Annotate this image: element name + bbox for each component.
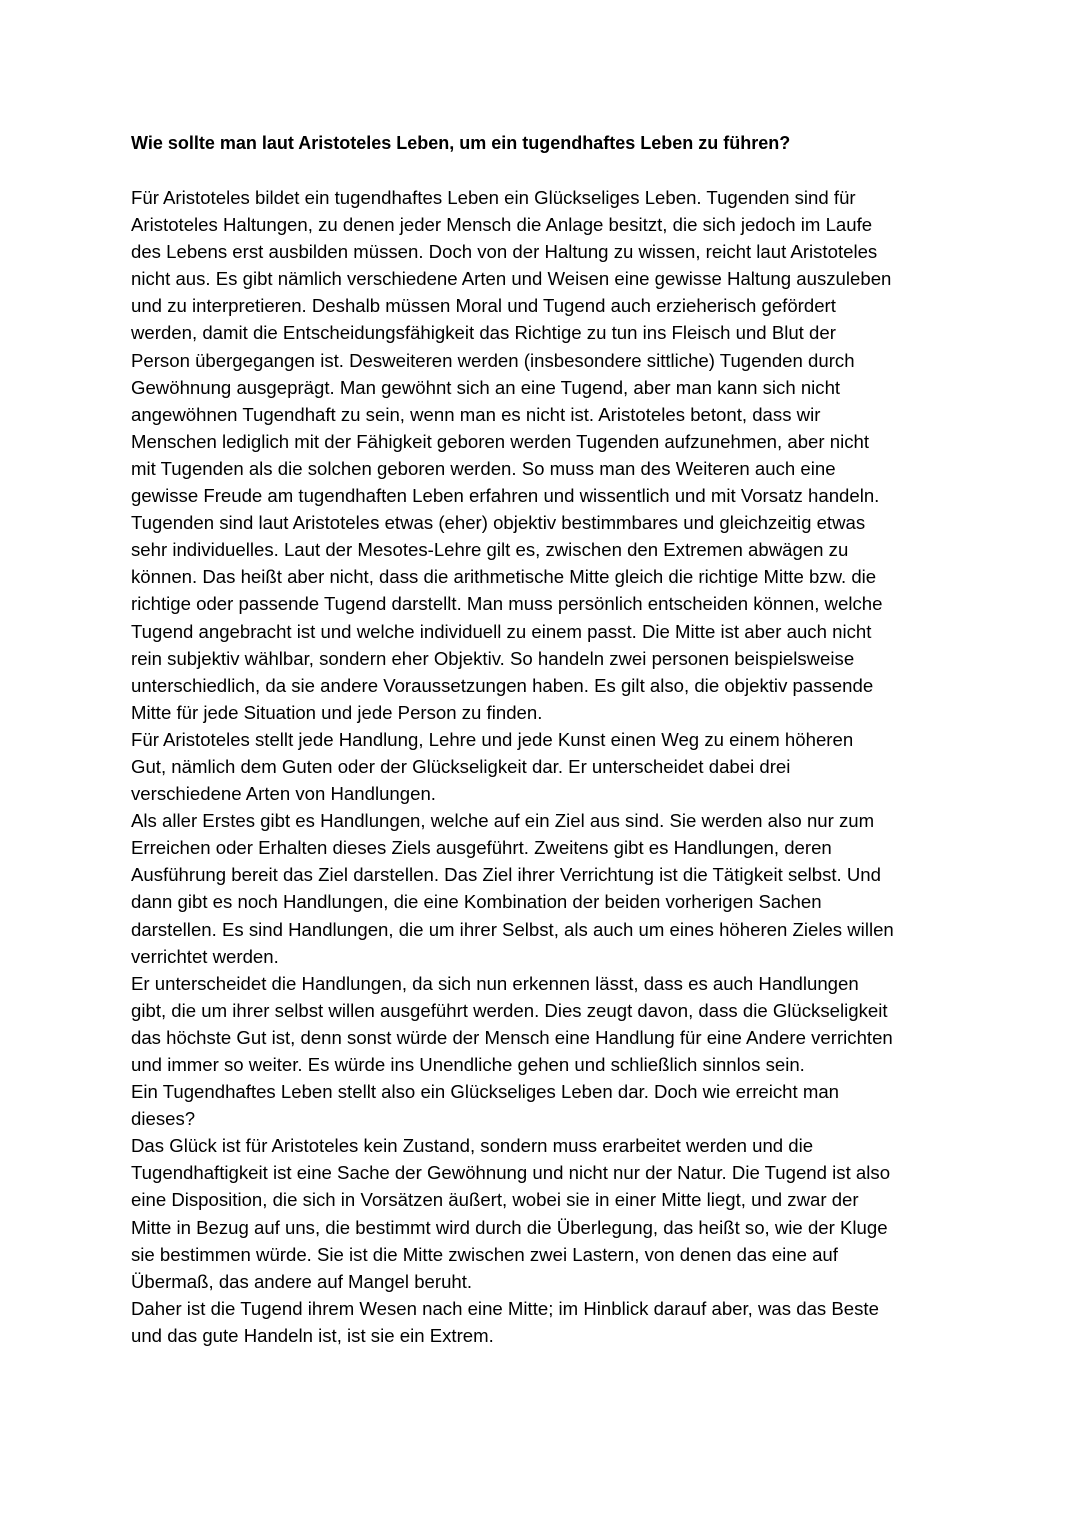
text-line: rein subjektiv wählbar, sondern eher Objektiv. So handeln zwei personen beispielsweise bbox=[131, 647, 855, 669]
text-line: Übermaß, das andere auf Mangel beruht. bbox=[131, 1270, 473, 1292]
text-line: werden, damit die Entscheidungsfähigkeit das Richtige zu tun ins Fleisch und Blut der bbox=[131, 322, 836, 344]
text-line: Gewöhnung ausgeprägt. Man gewöhnt sich an eine Tugend, aber man kann sich nicht bbox=[131, 376, 841, 398]
text-line: Daher ist die Tugend ihrem Wesen nach eine Mitte; im Hinblick darauf aber, was das Beste bbox=[131, 1297, 879, 1319]
text-line: Ein Tugendhaftes Leben stellt also ein Glückseliges Leben dar. Doch wie erreicht man bbox=[131, 1081, 840, 1103]
text-line: verschiedene Arten von Handlungen. bbox=[131, 783, 436, 805]
text-line: Für Aristoteles stellt jede Handlung, Lehre und jede Kunst einen Weg zu einem höheren bbox=[131, 728, 854, 750]
text-line: können. Das heißt aber nicht, dass die arithmetische Mitte gleich die richtige Mitte bzw. die bbox=[131, 566, 877, 588]
text-line: angewöhnen Tugendhaft zu sein, wenn man es nicht ist. Aristoteles betont, dass wir bbox=[131, 403, 821, 425]
paragraph bbox=[131, 970, 971, 1078]
text-line: dieses? bbox=[131, 1108, 196, 1130]
text-line: darstellen. Es sind Handlungen, die um ihrer Selbst, als auch um eines höheren Zieles willen bbox=[131, 918, 894, 940]
text-line: und das gute Handeln ist, ist sie ein Extrem. bbox=[131, 1324, 494, 1346]
paragraph bbox=[131, 726, 971, 807]
text-line: sie bestimmen würde. Sie ist die Mitte zwischen zwei Lastern, von denen das eine auf bbox=[131, 1243, 838, 1265]
paragraph-container bbox=[131, 184, 971, 1349]
text-line: Er unterscheidet die Handlungen, da sich nun erkennen lässt, dass es auch Handlungen bbox=[131, 972, 859, 994]
text-line: sehr individuelles. Laut der Mesotes-Lehre gilt es, zwischen den Extremen abwägen zu bbox=[131, 539, 849, 561]
text-line: Tugenden sind laut Aristoteles etwas (eher) objektiv bestimmbares und gleichzeitig etwas bbox=[131, 512, 866, 534]
text-line: des Lebens erst ausbilden müssen. Doch von der Haltung zu wissen, reicht laut Aristoteles bbox=[131, 241, 878, 263]
paragraph bbox=[131, 807, 971, 970]
text-line: richtige oder passende Tugend darstellt. Man muss persönlich entscheiden können, welche bbox=[131, 593, 883, 615]
text-line: dann gibt es noch Handlungen, die eine Kombination der beiden vorherigen Sachen bbox=[131, 891, 822, 913]
document-body bbox=[131, 130, 971, 1349]
text-line: und zu interpretieren. Deshalb müssen Moral und Tugend auch erzieherisch gefördert bbox=[131, 295, 836, 317]
paragraph bbox=[131, 1132, 971, 1295]
text-line: Erreichen oder Erhalten dieses Ziels ausgeführt. Zweitens gibt es Handlungen, deren bbox=[131, 837, 832, 859]
text-line: Mitte in Bezug auf uns, die bestimmt wird durch die Überlegung, das heißt so, wie der Kluge bbox=[131, 1216, 888, 1238]
document-title: Wie sollte man laut Aristoteles Leben, um ein tugendhaftes Leben zu führen? bbox=[131, 133, 791, 153]
text-line: Aristoteles Haltungen, zu denen jeder Mensch die Anlage besitzt, die sich jedoch im Laufe bbox=[131, 214, 873, 236]
text-line: Tugend angebracht ist und welche individuell zu einem passt. Die Mitte ist aber auch nicht bbox=[131, 620, 872, 642]
text-line: eine Disposition, die sich in Vorsätzen äußert, wobei sie in einer Mitte liegt, und zwar der bbox=[131, 1189, 859, 1211]
text-line: Für Aristoteles bildet ein tugendhaftes Leben ein Glückseliges Leben. Tugenden sind für bbox=[131, 187, 856, 208]
text-line: Ausführung bereit das Ziel darstellen. Das Ziel ihrer Verrichtung ist die Tätigkeit selbst. Und bbox=[131, 864, 881, 886]
text-line: Menschen lediglich mit der Fähigkeit geboren werden Tugenden aufzunehmen, aber nicht bbox=[131, 430, 870, 452]
text-line: das höchste Gut ist, denn sonst würde der Mensch eine Handlung für eine Andere verrichten bbox=[131, 1026, 893, 1048]
text-line: Person übergegangen ist. Desweiteren werden (insbesondere sittliche) Tugenden durch bbox=[131, 349, 855, 371]
text-line: nicht aus. Es gibt nämlich verschiedene Arten und Weisen eine gewisse Haltung auszuleben bbox=[131, 268, 892, 290]
text-line: Als aller Erstes gibt es Handlungen, welche auf ein Ziel aus sind. Sie werden also nur zum bbox=[131, 810, 875, 832]
paragraph bbox=[131, 1295, 971, 1349]
paragraph bbox=[131, 184, 971, 726]
text-line: mit Tugenden als die solchen geboren werden. So muss man des Weiteren auch eine bbox=[131, 457, 836, 479]
text-line: unterschiedlich, da sie andere Voraussetzungen haben. Es gilt also, die objektiv passende bbox=[131, 674, 874, 696]
paragraph bbox=[131, 1078, 971, 1132]
text-line: und immer so weiter. Es würde ins Unendliche gehen und schließlich sinnlos sein. bbox=[131, 1054, 805, 1075]
text-line: Tugendhaftigkeit ist eine Sache der Gewöhnung und nicht nur der Natur. Die Tugend ist also bbox=[131, 1162, 891, 1184]
text-line: Mitte für jede Situation und jede Person zu finden. bbox=[131, 701, 543, 723]
text-line: verrichtet werden. bbox=[131, 945, 279, 967]
text-line: gibt, die um ihrer selbst willen ausgeführt werden. Dies zeugt davon, dass die Glückseligkeit bbox=[131, 999, 888, 1021]
text-line: Gut, nämlich dem Guten oder der Glückseligkeit dar. Er unterscheidet dabei drei bbox=[131, 755, 791, 777]
text-line: gewisse Freude am tugendhaften Leben erfahren und wissentlich und mit Vorsatz handeln. bbox=[131, 485, 880, 507]
text-line: Das Glück ist für Aristoteles kein Zustand, sondern muss erarbeitet werden und die bbox=[131, 1135, 814, 1157]
